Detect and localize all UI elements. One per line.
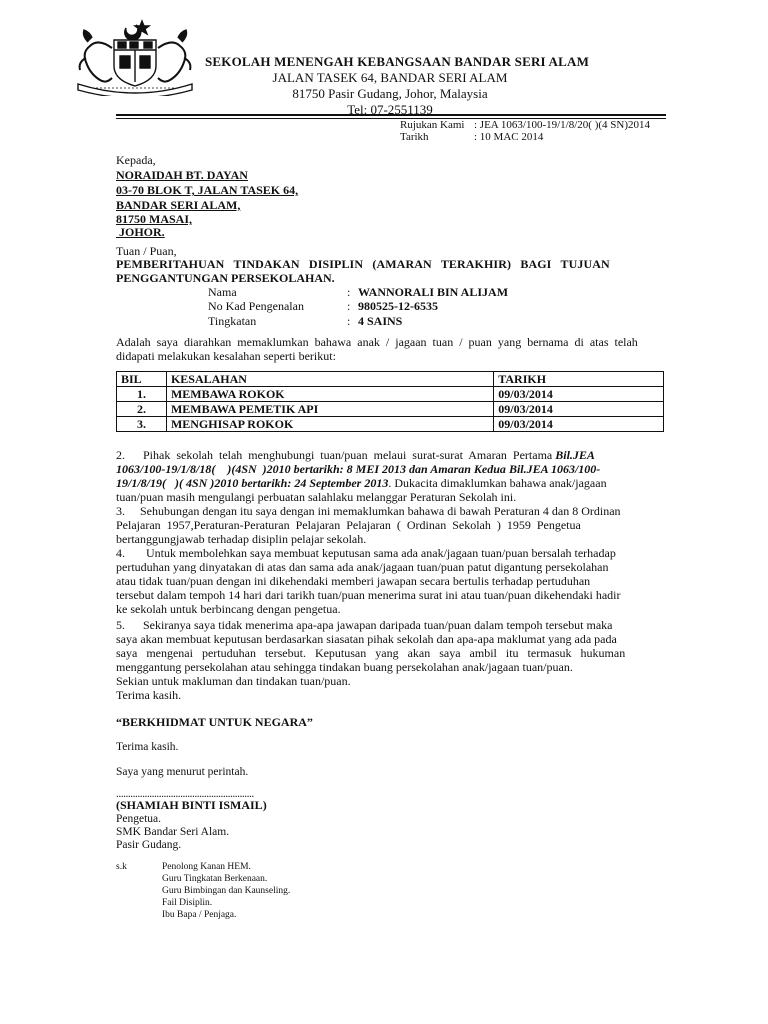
school-phone: Tel: 07-2551139 — [347, 102, 433, 117]
cc-item: Fail Disiplin. — [162, 898, 213, 908]
para2-line3 — [116, 476, 607, 490]
tingkatan-label: Tingkatan — [208, 314, 257, 328]
tarikh-label: Tarikh — [400, 131, 429, 143]
kp-value: 980525-12-6535 — [358, 299, 438, 313]
row-kesalahan: MEMBAWA PEMETIK API — [166, 402, 493, 417]
table-header-row — [117, 372, 664, 387]
para2-ref2-start: Bil.JEA 1063/100- — [508, 462, 601, 476]
signatory-town: Pasir Gudang. — [116, 839, 182, 851]
closing-thanks: Terima kasih. — [116, 741, 179, 753]
recipient-address-line2: BANDAR SERI ALAM, — [116, 198, 241, 212]
row-kesalahan: MENGHISAP ROKOK — [166, 417, 493, 432]
subject-line1: PEMBERITAHUAN TINDAKAN DISIPLIN (AMARAN TERAKHIR) BAGI TUJUAN — [116, 257, 610, 271]
school-address-line2: 81750 Pasir Gudang, Johor, Malaysia — [292, 86, 488, 101]
tarikh-value: : 10 MAC 2014 — [474, 131, 544, 143]
signature-line: .......................................................... — [116, 788, 254, 800]
column-header-kesalahan: KESALAHAN — [166, 372, 493, 387]
para5-line5: Sekian untuk makluman dan tindakan tuan/puan. — [116, 674, 351, 688]
header-divider — [116, 114, 666, 116]
cc-item: Penolong Kanan HEM. — [162, 862, 251, 872]
nama-colon: : — [347, 285, 351, 299]
para4-line4: tersebut dalam tempoh 14 hari dari tarikh tuan/puan menerima surat ini atau tuan/puan dikehendaki hadir — [116, 588, 621, 602]
closing-obedient: Saya yang menurut perintah. — [116, 766, 249, 778]
signatory-name: (SHAMIAH BINTI ISMAIL) — [116, 798, 267, 812]
intro-line2: didapati melakukan kesalahan seperti berikut: — [116, 349, 336, 363]
para2-ref1: 1063/100-19/1/8/18( )(4SN )2010 bertarikh: 8 MEI 2013 — [116, 462, 410, 476]
para2-connector: dan Amaran Kedua — [409, 462, 509, 476]
row-kesalahan: MEMBAWA ROKOK — [166, 387, 493, 402]
row-bil: 3. — [117, 417, 167, 432]
para2-text2: . Dukacita dimaklumkan bahawa anak/jagaan — [388, 476, 607, 490]
kp-colon: : — [347, 299, 351, 313]
signatory-school: SMK Bandar Seri Alam. — [116, 826, 230, 838]
para2-ref2: 19/1/8/19( )( 4SN )2010 bertarikh: 24 September 2013 — [116, 476, 389, 490]
table-row — [117, 402, 664, 417]
offences-table — [116, 371, 664, 432]
row-tarikh: 09/03/2014 — [494, 402, 664, 417]
column-header-tarikh: TARIKH — [494, 372, 664, 387]
motto: “BERKHIDMAT UNTUK NEGARA” — [116, 715, 313, 729]
para5-line4: menggantung persekolahan atau sehingga tindakan buang persekolahan anak/jagaan tuan/puan. — [116, 660, 573, 674]
para4-line2: pertuduhan yang dinyatakan di atas dan sama ada anak/jagaan tuan/puan patut digantung persekolahan — [116, 560, 609, 574]
para5-line6: Terima kasih. — [116, 688, 182, 702]
para2-line1 — [116, 448, 664, 462]
para3-line2: Pelajaran 1957,Peraturan-Peraturan Pelajaran Pelajaran ( Ordinan Sekolah ) 1959 Pengetua — [116, 518, 581, 532]
rujukan-label: Rujukan Kami — [400, 119, 465, 131]
letterhead — [205, 54, 590, 118]
para4-line3: atau tidak tuan/puan dengan ini dikehendaki memberi jawapan secara bertulis terhadap pertuduhan — [116, 574, 591, 588]
subject-line2: PENGGANTUNGAN PERSEKOLAHAN. — [116, 271, 335, 285]
kepada-label: Kepada, — [116, 153, 156, 167]
para4-line5: ke sekolah untuk berbincang dengan pengetua. — [116, 602, 341, 616]
recipient-address-line4: JOHOR. — [116, 225, 165, 239]
recipient-address-line1: 03-70 BLOK T, JALAN TASEK 64, — [116, 183, 299, 197]
school-name: SEKOLAH MENENGAH KEBANGSAAN BANDAR SERI ALAM — [205, 54, 590, 69]
school-address-line1: JALAN TASEK 64, BANDAR SERI ALAM — [272, 70, 508, 85]
para4-line1: 4. Untuk membolehkan saya membuat keputusan sama ada anak/jagaan tuan/puan bersalah terhadap — [116, 546, 616, 560]
para2-text: Pihak sekolah telah menghubungi tuan/puan melaui surat-surat Amaran Pertama — [143, 448, 556, 462]
para5-line2: saya akan membuat keputusan berdasarkan siasatan pihak sekolah dan apa-apa maklumat yang ada pada — [116, 632, 617, 646]
row-tarikh: 09/03/2014 — [494, 387, 664, 402]
para3-line1: 3. Sehubungan dengan itu saya dengan ini memaklumkan bahawa di bawah Peraturan 4 dan 8 Ordinan — [116, 504, 621, 518]
nama-label: Nama — [208, 285, 237, 299]
signatory-title: Pengetua. — [116, 813, 162, 825]
coat-of-arms-logo — [68, 18, 200, 96]
cc-item: Guru Bimbingan dan Kaunseling. — [162, 886, 291, 896]
para3-line3: bertanggungjawab terhadap disiplin pelajar sekolah. — [116, 532, 367, 546]
salutation: Tuan / Puan, — [116, 244, 177, 258]
para5-line1: 5. Sekiranya saya tidak menerima apa-apa jawapan daripada tuan/puan dalam tempoh tersebut maka — [116, 618, 613, 632]
para2-line4: tuan/puan masih mengulangi perbuatan salahlaku melanggar Peraturan Sekolah ini. — [116, 490, 517, 504]
row-bil: 1. — [117, 387, 167, 402]
tingkatan-value: 4 SAINS — [358, 314, 403, 328]
cc-item: Ibu Bapa / Penjaga. — [162, 910, 237, 920]
table-row — [117, 417, 664, 432]
recipient-address-line3: 81750 MASAI, — [116, 212, 193, 226]
tingkatan-colon: : — [347, 314, 351, 328]
cc-item: Guru Tingkatan Berkenaan. — [162, 874, 268, 884]
column-header-bil: BIL — [117, 372, 167, 387]
row-bil: 2. — [117, 402, 167, 417]
nama-value: WANNORALI BIN ALIJAM — [358, 285, 509, 299]
table-row — [117, 387, 664, 402]
rujukan-value: : JEA 1063/100-19/1/8/20( )(4 SN)2014 — [474, 119, 650, 131]
para5-line3: saya mengenai pertuduhan tersebut. Keputusan yang akan saya ambil itu termasuk hukuman — [116, 646, 626, 660]
row-tarikh: 09/03/2014 — [494, 417, 664, 432]
recipient-name: NORAIDAH BT. DAYAN — [116, 168, 248, 182]
para2-line2 — [116, 462, 600, 476]
para2-ref1-start: Bil.JEA — [555, 448, 595, 462]
kp-label: No Kad Pengenalan — [208, 299, 304, 313]
para2-number: 2. — [116, 448, 125, 462]
cc-label: s.k — [116, 862, 127, 872]
intro-line1: Adalah saya diarahkan memaklumkan bahawa anak / jagaan tuan / puan yang bernama di atas telah — [116, 335, 638, 349]
